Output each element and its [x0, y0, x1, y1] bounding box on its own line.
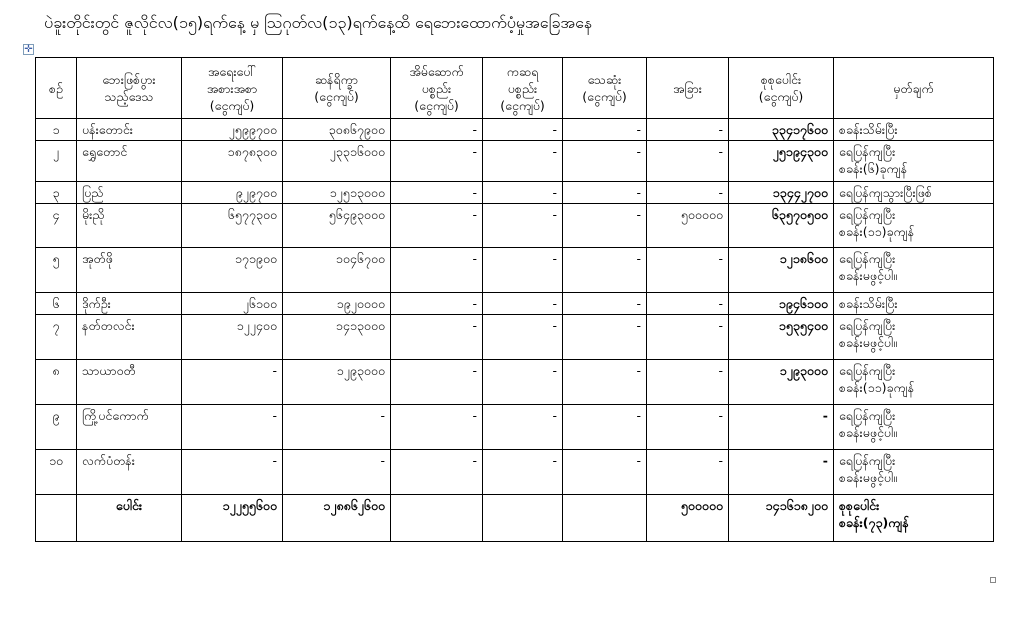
cell-total: ၁၂၁၈၆၀၀: [729, 248, 834, 293]
cell-death: -: [563, 204, 647, 248]
table-row: [36, 293, 994, 315]
total-other: ၅၀၀၀၀၀: [647, 495, 729, 542]
cell-death: -: [563, 360, 647, 405]
cell-housing: -: [391, 450, 483, 495]
cell-area: နတ်တလင်း: [77, 315, 182, 360]
cell-death: -: [563, 248, 647, 293]
cell-serial: ၃: [36, 182, 77, 204]
cell-serial: ၉: [36, 405, 77, 450]
cell-kasara: -: [483, 360, 563, 405]
cell-total: ၆၃၅၇၀၅၀၀: [729, 204, 834, 248]
cell-serial: ၈: [36, 360, 77, 405]
cell-serial: ၂: [36, 141, 77, 182]
header-serial: [36, 58, 77, 119]
cell-rice: ၁၂၅၁၃၀၀၀: [283, 182, 391, 204]
cell-serial: ၇: [36, 315, 77, 360]
cell-rice: ၁၄၁၃၀၀၀: [283, 315, 391, 360]
cell-remarks: စခန်းသိမ်းပြီး: [834, 293, 994, 315]
cell-other: -: [647, 360, 729, 405]
cell-emergency-food: ၁၇၁၉၀၀: [182, 248, 283, 293]
cell-housing: -: [391, 293, 483, 315]
cell-rice: ၅၆၄၉၃၀၀၀: [283, 204, 391, 248]
cell-death: -: [563, 315, 647, 360]
cell-housing: -: [391, 204, 483, 248]
cell-rice: ၁၉၂၀၀၀၀: [283, 293, 391, 315]
cell-area: အုတ်ဖို: [77, 248, 182, 293]
header-other-text: အခြား: [673, 80, 702, 96]
total-housing: [391, 495, 483, 542]
header-total: [729, 58, 834, 119]
cell-remarks: ရေပြန်ကျပြီး စခန်း(၁၁)ခုကျန်: [834, 360, 994, 405]
header-rice-text: ဆန်ရိက္ခာ (ငွေကျပ်): [314, 72, 359, 104]
cell-kasara: -: [483, 119, 563, 141]
header-area: [77, 58, 182, 119]
cell-kasara: -: [483, 450, 563, 495]
table-row: [36, 182, 994, 204]
cell-death: -: [563, 141, 647, 182]
table-row: [36, 360, 994, 405]
document-title: ပဲခူးတိုင်းတွင် ဇူလိုင်လ(၁၅)ရက်နေ့ မှ ဩဂုတ်လ(၁၃)ရက်နေ့ထိ ရေဘေးထောက်ပံ့မှုအခြေအနေ: [44, 13, 593, 32]
total-grand: ၁၄၁၆၁၈၂၀၀: [729, 495, 834, 542]
cell-emergency-food: -: [182, 450, 283, 495]
cell-death: -: [563, 293, 647, 315]
total-death: [563, 495, 647, 542]
cell-other: -: [647, 315, 729, 360]
total-serial: [36, 495, 77, 542]
cell-other: -: [647, 248, 729, 293]
cell-area: လက်ပံတန်း: [77, 450, 182, 495]
cell-remarks: စခန်းသိမ်းပြီး: [834, 119, 994, 141]
cell-total: -: [729, 450, 834, 495]
total-kasara: [483, 495, 563, 542]
cell-remarks: ရေပြန်ကျပြီး စခန်းမဖွင့်ပါ။: [834, 248, 994, 293]
cell-total: ၁၅၃၅၄၀၀: [729, 315, 834, 360]
header-emergency-food-text: အရေးပေါ် အစားအစာ (ငွေကျပ်): [206, 63, 258, 113]
cell-rice: -: [283, 405, 391, 450]
table-row: [36, 119, 994, 141]
cell-area: ပြည်: [77, 182, 182, 204]
cell-other: -: [647, 450, 729, 495]
table-row: [36, 405, 994, 450]
relief-table: [35, 57, 994, 542]
header-serial-text: စဉ်: [49, 80, 63, 96]
cell-other: -: [647, 119, 729, 141]
cell-emergency-food: -: [182, 360, 283, 405]
cell-emergency-food: -: [182, 405, 283, 450]
cell-kasara: -: [483, 293, 563, 315]
total-rice: ၁၂၈၈၆၂၆၀၀: [283, 495, 391, 542]
cell-housing: -: [391, 248, 483, 293]
cell-other: ၅၀၀၀၀၀: [647, 204, 729, 248]
cell-remarks: ရေပြန်ကျပြီး စခန်း(၆)ခုကျန်: [834, 141, 994, 182]
header-death: [563, 58, 647, 119]
cell-rice: ၁၀၄၆၇၀၀: [283, 248, 391, 293]
cell-rice: -: [283, 450, 391, 495]
header-emergency-food: [182, 58, 283, 119]
total-emergency-food: ၁၂၂၅၅၆၀၀: [182, 495, 283, 542]
cell-area: ဒိုက်ဦး: [77, 293, 182, 315]
cell-remarks: ရေပြန်ကျပြီး စခန်း(၁၁)ခုကျန်: [834, 204, 994, 248]
header-area-text: ဘေးဖြစ်ပွား သည့်ဒေသ: [102, 72, 156, 104]
cell-kasara: -: [483, 248, 563, 293]
cell-emergency-food: ၂၅၉၉၇၀၀: [182, 119, 283, 141]
cell-other: -: [647, 293, 729, 315]
header-rice: [283, 58, 391, 119]
cell-death: -: [563, 182, 647, 204]
cell-remarks: ရေပြန်ကျပြီး စခန်းမဖွင့်ပါ။: [834, 450, 994, 495]
cell-remarks: ရေပြန်ကျပြီး စခန်းမဖွင့်ပါ။: [834, 405, 994, 450]
cell-housing: -: [391, 182, 483, 204]
cell-serial: ၄: [36, 204, 77, 248]
header-death-text: သေဆုံး (ငွေကျပ်): [582, 72, 627, 104]
cell-emergency-food: ၆၅၇၇၃၀၀: [182, 204, 283, 248]
cell-housing: -: [391, 315, 483, 360]
table-row: [36, 315, 994, 360]
cell-rice: ၂၃၃၁၆၀၀၀: [283, 141, 391, 182]
table-row: [36, 204, 994, 248]
cell-total: ၃၃၄၁၇၆၀၀: [729, 119, 834, 141]
header-remarks: [834, 58, 994, 119]
cell-rice: ၁၂၉၃၀၀၀: [283, 360, 391, 405]
cell-serial: ၁: [36, 119, 77, 141]
cell-total: -: [729, 405, 834, 450]
cell-area: သာယာဝတီ: [77, 360, 182, 405]
header-total-text: စုစုပေါင်း (ငွေကျပ်): [758, 72, 804, 104]
cell-area: ကြို့ပင်ကောက်: [77, 405, 182, 450]
cell-serial: ၆: [36, 293, 77, 315]
cell-total: ၂၅၁၉၄၃၀၀: [729, 141, 834, 182]
header-kasara: [483, 58, 563, 119]
table-move-handle-icon[interactable]: ✛: [24, 44, 33, 55]
table-row: [36, 248, 994, 293]
table-row: [36, 141, 994, 182]
cell-emergency-food: ၂၆၁၀၀: [182, 293, 283, 315]
cell-remarks: ရေပြန်ကျပြီး စခန်းမဖွင့်ပါ။: [834, 315, 994, 360]
cell-housing: -: [391, 360, 483, 405]
table-resize-handle[interactable]: [990, 577, 996, 583]
header-remarks-text: မှတ်ချက်: [893, 80, 934, 96]
cell-kasara: -: [483, 405, 563, 450]
cell-other: -: [647, 182, 729, 204]
total-row: [36, 495, 994, 542]
header-housing: [391, 58, 483, 119]
cell-serial: ၁၀: [36, 450, 77, 495]
cell-death: -: [563, 450, 647, 495]
header-other: [647, 58, 729, 119]
cell-other: -: [647, 141, 729, 182]
cell-total: ၁၉၄၆၁၀၀: [729, 293, 834, 315]
cell-kasara: -: [483, 204, 563, 248]
cell-other: -: [647, 405, 729, 450]
cell-emergency-food: ၁၂၂၄၀၀: [182, 315, 283, 360]
cell-area: မိုးညို: [77, 204, 182, 248]
cell-total: ၁၃၄၄၂၇၀၀: [729, 182, 834, 204]
cell-area: ရွှေတောင်: [77, 141, 182, 182]
table-header-row: [36, 58, 994, 119]
cell-serial: ၅: [36, 248, 77, 293]
header-housing-text: အိမ်ဆောက် ပစ္စည်း (ငွေကျပ်): [409, 63, 464, 113]
cell-area: ပန်းတောင်း: [77, 119, 182, 141]
cell-total: ၁၂၉၃၀၀၀: [729, 360, 834, 405]
cell-housing: -: [391, 141, 483, 182]
cell-housing: -: [391, 405, 483, 450]
cell-rice: ၃၀၈၆၇၉၀၀: [283, 119, 391, 141]
header-kasara-text: ကဆရ ပစ္စည်း (ငွေကျပ်): [500, 63, 545, 113]
cell-kasara: -: [483, 141, 563, 182]
cell-remarks: ရေပြန်ကျသွားပြီးဖြစ်: [834, 182, 994, 204]
cell-kasara: -: [483, 182, 563, 204]
total-label: ပေါင်း: [77, 495, 182, 542]
cell-emergency-food: ၁၈၇၈၃၀၀: [182, 141, 283, 182]
cell-death: -: [563, 405, 647, 450]
table-row: [36, 450, 994, 495]
cell-death: -: [563, 119, 647, 141]
cell-emergency-food: ၉၂၉၇၀၀: [182, 182, 283, 204]
cell-kasara: -: [483, 315, 563, 360]
cell-housing: -: [391, 119, 483, 141]
total-remarks: စုစုပေါင်း စခန်း(၇၃)ကျန်: [834, 495, 994, 542]
